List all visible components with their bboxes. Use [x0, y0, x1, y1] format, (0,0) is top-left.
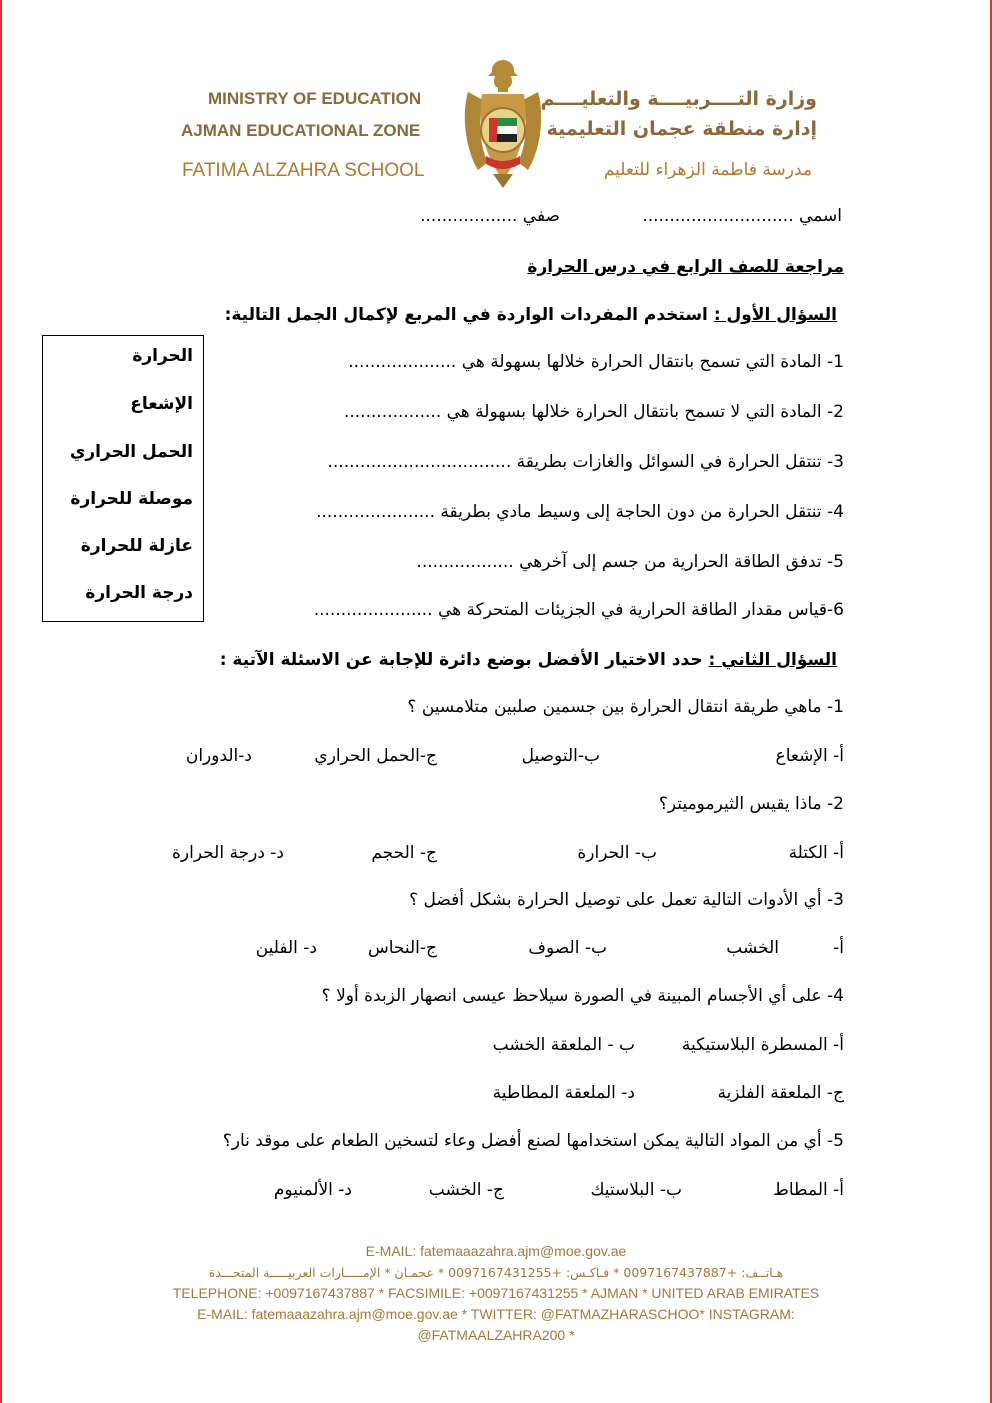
- student-name-field: اسمي ............................: [642, 206, 842, 226]
- footer-email: E-MAIL: fatemaaazahra.ajm@moe.gov.ae: [365, 1243, 627, 1259]
- student-class-field: صفي ..................: [420, 206, 560, 226]
- question-1-instruction: استخدم المفردات الواردة في المربع لإكمال الجمل التالية:: [224, 305, 714, 325]
- q2-2-option-a: أ- الكتلة: [788, 843, 844, 863]
- q1-item-3: 3- تنتقل الحرارة في السوائل والغازات بطريقة ..................................: [327, 452, 844, 472]
- ministry-name-ar: وزارة التــــربيــــة والتعليــــم: [540, 88, 817, 110]
- zone-name-en: AJMAN EDUCATIONAL ZONE: [181, 121, 421, 140]
- question-1-label: السؤال الأول :: [713, 305, 837, 325]
- footer-instagram: @FATMAALZAHRA200 *: [417, 1327, 575, 1343]
- footer-arabic-contact: هـاتــف: +0097167437887 * فـاكـس: +0097167431255 * عجمـان * الإمـــــارات العربيـــــة المتحـــدة: [208, 1265, 784, 1280]
- q2-question-4: 4- على أي الأجسام المبينة في الصورة سيلاحظ عيسى انصهار الزبدة أولا ؟: [321, 986, 844, 1006]
- zone-name-ar: إدارة منطقة عجمان التعليمية: [546, 118, 817, 140]
- page-title: مراجعة للصف الرابع في درس الحرارة: [527, 257, 844, 277]
- q2-5-option-d: د- الألمنيوم: [273, 1180, 352, 1200]
- question-1-heading: [225, 305, 837, 325]
- question-2-heading: [220, 650, 837, 670]
- q2-3-option-d: د- الفلين: [255, 938, 317, 958]
- q2-4-option-d: د- الملعقة المطاطية: [492, 1083, 635, 1103]
- q1-item-4: 4- تنتقل الحرارة من دون الحاجة إلى وسيط مادي بطريقة ......................: [316, 502, 844, 522]
- school-name-en: FATIMA ALZAHRA SCHOOL: [182, 160, 425, 181]
- q1-item-1: 1- المادة التي تسمح بانتقال الحرارة خلالها بسهولة هي ....................: [348, 352, 844, 372]
- word-bank-item: الحمل الحراري: [69, 442, 193, 462]
- word-bank-item: الحرارة: [132, 346, 193, 366]
- q2-1-option-a: أ- الإشعاع: [775, 746, 844, 766]
- question-2-label: السؤال الثاني :: [708, 650, 837, 670]
- q2-1-option-c: ج-الحمل الحراري: [314, 746, 437, 766]
- q2-4-option-a: أ- المسطرة البلاستيكية: [681, 1035, 844, 1055]
- footer-phone: TELEPHONE: +0097167437887 * FACSIMILE: +0097167431255 * AJMAN * UNITED ARAB EMIRATES: [172, 1285, 820, 1301]
- q2-3-option-a: الخشب: [726, 938, 779, 958]
- footer-social: E-MAIL: fatemaaazahra.ajm@moe.gov.ae * TWITTER: @FATMAZHARASCHOO* INSTAGRAM:: [197, 1306, 795, 1322]
- word-bank-item: الإشعاع: [130, 394, 193, 414]
- q1-item-5: 5- تدفق الطاقة الحرارية من جسم إلى آخرهي ..................: [416, 552, 844, 572]
- q2-question-2: 2- ماذا يقيس الثيرموميتر؟: [658, 794, 844, 814]
- uae-emblem-icon: [458, 52, 548, 192]
- q2-1-option-b: ب-التوصيل: [521, 746, 600, 766]
- word-bank-item: درجة الحرارة: [85, 583, 193, 603]
- q2-5-option-b: ب- البلاستيك: [590, 1180, 682, 1200]
- q2-2-option-d: د- درجة الحرارة: [171, 843, 284, 863]
- q2-3-option-a-label: أ-: [833, 938, 844, 958]
- q1-item-2: 2- المادة التي لا تسمح بانتقال الحرارة خلالها بسهولة هي ..................: [343, 402, 844, 422]
- q2-question-5: 5- أي من المواد التالية يمكن استخدامها لصنع أفضل وعاء لتسخين الطعام على موقد نار؟: [222, 1131, 844, 1151]
- ministry-name-en: MINISTRY OF EDUCATION: [208, 89, 422, 108]
- word-bank-item: عازلة للحرارة: [80, 536, 193, 556]
- q2-question-1: 1- ماهي طريقة انتقال الحرارة بين جسمين صلبين متلامسين ؟: [407, 697, 844, 717]
- q2-2-option-b: ب- الحرارة: [577, 843, 657, 863]
- q2-2-option-c: ج- الحجم: [371, 843, 437, 863]
- q1-item-6: 6-قياس مقدار الطاقة الحرارية في الجزيئات المتحركة هي ......................: [313, 600, 844, 620]
- q2-4-option-b: ب - الملعقة الخشب: [492, 1035, 635, 1055]
- q2-5-option-a: أ- المطاط: [773, 1180, 844, 1200]
- q2-4-option-c: ج- الملعقة الفلزية: [717, 1083, 844, 1103]
- q2-3-option-b: ب- الصوف: [528, 938, 607, 958]
- question-2-instruction: حدد الاختيار الأفضل بوضع دائرة للإجابة عن الاسئلة الآتية :: [219, 650, 709, 670]
- q2-5-option-c: ج- الخشب: [428, 1180, 504, 1200]
- page-border-left: [0, 0, 2, 1403]
- q2-question-3: 3- أي الأدوات التالية تعمل على توصيل الحرارة بشكل أفضل ؟: [409, 890, 844, 910]
- word-bank: [42, 335, 204, 622]
- school-name-ar: مدرسة فاطمة الزهراء للتعليم: [603, 160, 812, 180]
- q2-1-option-d: د-الدوران: [185, 746, 252, 766]
- q2-3-option-c: ج-النحاس: [367, 938, 437, 958]
- word-bank-item: موصلة للحرارة: [70, 489, 193, 509]
